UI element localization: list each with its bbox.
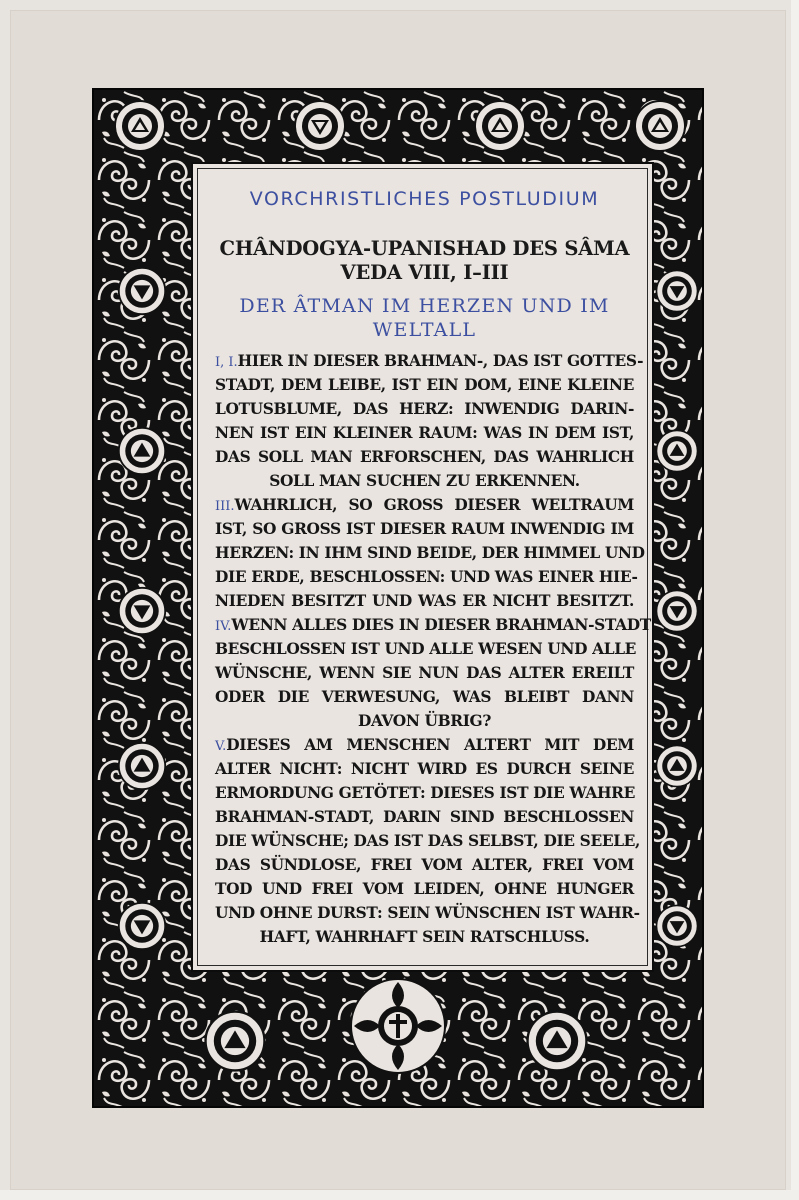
rosette-emblem-icon: [112, 98, 168, 154]
rosette-emblem-icon: [632, 98, 688, 154]
rosette-emblem-icon: [292, 98, 348, 154]
text-line: NIEDEN BESITZT UND WAS ER NICHT BESITZT.: [215, 592, 634, 610]
rosette-emblem-icon: [654, 585, 700, 637]
sub-heading: WELTALL: [372, 319, 477, 341]
verse-number: IV.: [215, 619, 232, 634]
text-line: DAS SOLL MAN ERFORSCHEN, DAS WAHRLICH: [215, 448, 634, 466]
rosette-emblem-icon: [654, 425, 700, 477]
rosette-emblem-icon: [654, 265, 700, 317]
rose-cross-emblem-icon: [348, 976, 448, 1076]
rosette-emblem-icon: [202, 1008, 268, 1074]
rosette-emblem-icon: [654, 740, 700, 792]
text-line: TOD UND FREI VOM LEIDEN, OHNE HUNGER: [215, 880, 634, 898]
verse-number: III.: [215, 499, 235, 514]
text-line: BESCHLOSSEN IST UND ALLE WESEN UND ALLE: [215, 640, 637, 658]
text-panel: [191, 162, 654, 972]
text-line: HAFT, WAHRHAFT SEIN RATSCHLUSS.: [259, 928, 590, 946]
rosette-emblem-icon: [116, 585, 168, 637]
text-line: DIE ERDE, BESCHLOSSEN: UND WAS EINER HIE-: [215, 568, 638, 586]
page-edge: [791, 0, 799, 1200]
text-line: WÜNSCHE, WENN SIE NUN DAS ALTER EREILT: [215, 664, 634, 682]
text-line: ERMORDUNG GETÖTET: DIESES IST DIE WAHRE: [215, 784, 635, 802]
text-line: DIE WÜNSCHE; DAS IST DAS SELBST, DIE SEELE,: [215, 832, 641, 850]
text-line: DAVON ÜBRIG?: [357, 712, 492, 730]
verse-number: V.: [215, 739, 227, 754]
sub-heading: DER ÂTMAN IM HERZEN UND IM: [239, 295, 610, 317]
rosette-emblem-icon: [116, 425, 168, 477]
text-line: V.DIESES AM MENSCHEN ALTERT MIT DEM: [215, 736, 634, 754]
text-line: I, I.HIER IN DIESER BRAHMAN-, DAS IST GOTTES-: [215, 352, 644, 370]
rosette-emblem-icon: [654, 900, 700, 952]
text-line: LOTUSBLUME, DAS HERZ: INWENDIG DARIN-: [215, 400, 634, 418]
text-line: ALTER NICHT: NICHT WIRD ES DURCH SEINE: [215, 760, 634, 778]
text-line: ODER DIE VERWESUNG, WAS BLEIBT DANN: [215, 688, 634, 706]
text-line: SOLL MAN SUCHEN ZU ERKENNEN.: [269, 472, 580, 490]
text-line: IST, SO GROSS IST DIESER RAUM INWENDIG IM: [215, 520, 634, 538]
text-line: IV.WENN ALLES DIES IN DIESER BRAHMAN-STADT: [215, 616, 651, 634]
text-line: HERZEN: IN IHM SIND BEIDE, DER HIMMEL UND: [215, 544, 645, 562]
text-line: UND OHNE DURST: SEIN WÜNSCHEN IST WAHR-: [215, 904, 640, 922]
rosette-emblem-icon: [116, 740, 168, 792]
text-line: BRAHMAN-STADT, DARIN SIND BESCHLOSSEN: [215, 808, 634, 826]
text-line: DAS SÜNDLOSE, FREI VOM ALTER, FREI VOM: [215, 856, 634, 874]
page-edge: [0, 1190, 799, 1200]
main-heading: CHÂNDOGYA-UPANISHAD DES SÂMA: [219, 237, 630, 260]
verse-number: I, I.: [215, 355, 238, 370]
main-heading: VEDA VIII, I–III: [340, 261, 509, 284]
rosette-emblem-icon: [472, 98, 528, 154]
text-line: STADT, DEM LEIBE, IST EIN DOM, EINE KLEINE: [215, 376, 634, 394]
rosette-emblem-icon: [116, 900, 168, 952]
text-line: NEN IST EIN KLEINER RAUM: WAS IN DEM IST,: [215, 424, 634, 442]
rosette-emblem-icon: [116, 265, 168, 317]
section-title: VORCHRISTLICHES POSTLUDIUM: [249, 188, 600, 210]
text-line: III.WAHRLICH, SO GROSS DIESER WELTRAUM: [215, 496, 634, 514]
rosette-emblem-icon: [524, 1008, 590, 1074]
